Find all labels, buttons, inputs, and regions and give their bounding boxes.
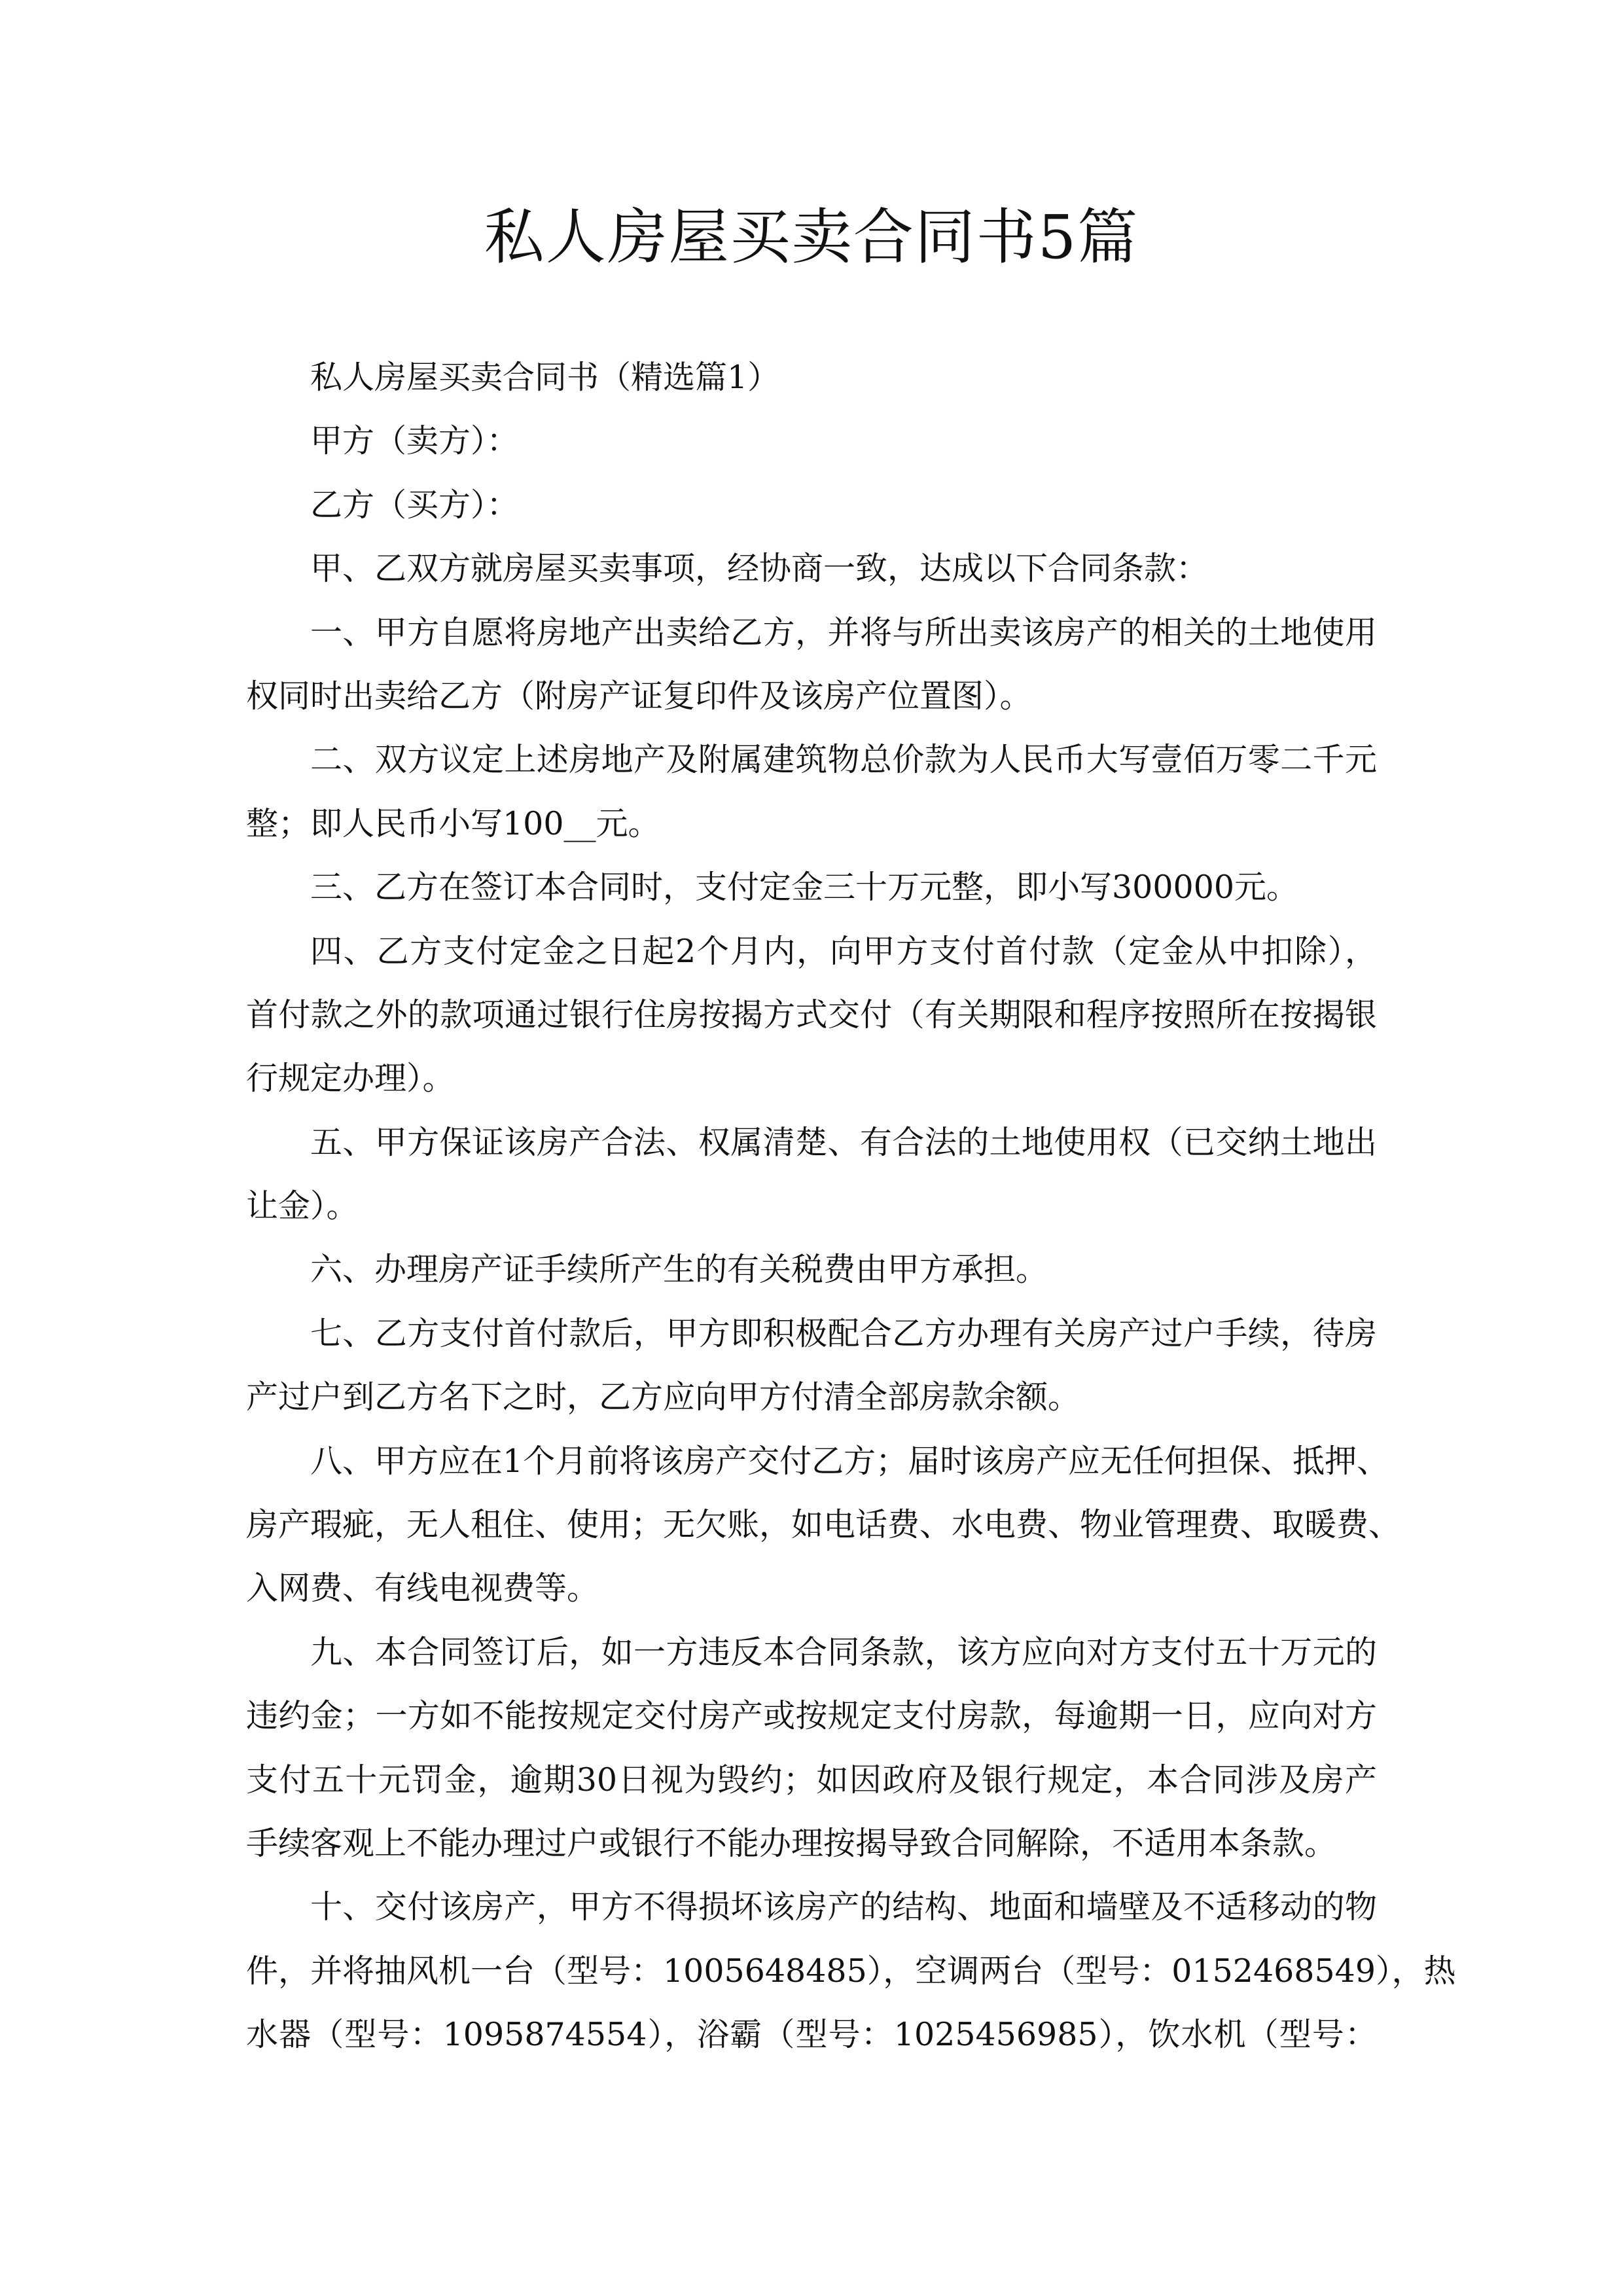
text-line: 甲、乙双方就房屋买卖事项，经协商一致，达成以下合同条款： xyxy=(310,550,1209,588)
text-line: 四、乙方支付定金之日起2个月内，向甲方支付首付款（定金从中扣除）， xyxy=(310,932,1377,970)
text-line: 首付款之外的款项通过银行住房按揭方式交付（有关期限和程序按照所在按揭银 xyxy=(246,996,1377,1033)
text-line: 七、乙方支付首付款后，甲方即积极配合乙方办理有关房产过户手续，待房 xyxy=(310,1314,1377,1352)
text-line: 行规定办理）。 xyxy=(246,1060,455,1098)
text-line: 支付五十元罚金，逾期30日视为毁约；如因政府及银行规定，本合同涉及房产 xyxy=(246,1761,1377,1799)
document-body xyxy=(246,346,1456,2067)
text-line: 十、交付该房产，甲方不得损坏该房产的结构、地面和墙壁及不适移动的物 xyxy=(310,1888,1377,1926)
paragraph xyxy=(246,920,1377,1111)
paragraph xyxy=(246,473,1377,537)
paragraph xyxy=(246,855,1377,919)
paragraph xyxy=(246,1111,1377,1238)
paragraph xyxy=(246,728,1377,855)
text-line: 入网费、有线电视费等。 xyxy=(246,1570,599,1607)
text-line: 权同时出卖给乙方（附房产证复印件及该房产位置图）。 xyxy=(246,677,1032,715)
text-line: 违约金；一方如不能按规定交付房产或按规定支付房款，每逾期一日，应向对方 xyxy=(246,1697,1377,1735)
paragraph xyxy=(246,537,1377,600)
text-line: 八、甲方应在1个月前将该房产交付乙方；届时该房产应无任何担保、抵押、 xyxy=(310,1442,1389,1480)
text-line: 手续客观上不能办理过户或银行不能办理按揭导致合同解除，不适用本条款。 xyxy=(246,1824,1337,1862)
paragraph xyxy=(246,1875,1456,2066)
paragraph xyxy=(246,601,1377,728)
paragraph xyxy=(246,346,1377,409)
paragraph xyxy=(246,409,1377,473)
paragraph xyxy=(246,1621,1377,1876)
text-line: 水器（型号：1095874554），浴霸（型号：1025456985），饮水机（型号： xyxy=(246,2016,1377,2054)
text-line: 私人房屋买卖合同书（精选篇1） xyxy=(310,359,780,396)
text-line: 二、双方议定上述房地产及附属建筑物总价款为人民币大写壹佰万零二千元 xyxy=(310,741,1377,779)
paragraph xyxy=(246,1429,1401,1621)
text-line: 五、甲方保证该房产合法、权属清楚、有合法的土地使用权（已交纳土地出 xyxy=(310,1123,1377,1161)
text-line: 整；即人民币小写100__元。 xyxy=(246,804,660,842)
text-line: 乙方（买方）： xyxy=(310,486,519,524)
text-line: 房产瑕疵，无人租住、使用；无欠账，如电话费、水电费、物业管理费、取暖费、 xyxy=(246,1506,1401,1544)
text-line: 三、乙方在签订本合同时，支付定金三十万元整，即小写300000元。 xyxy=(310,869,1299,906)
text-line: 让金）。 xyxy=(246,1187,359,1225)
text-line: 甲方（卖方）： xyxy=(310,422,519,460)
text-line: 九、本合同签订后，如一方违反本合同条款，该方应向对方支付五十万元的 xyxy=(310,1633,1377,1671)
text-line: 六、办理房产证手续所产生的有关税费由甲方承担。 xyxy=(310,1251,1048,1289)
text-line: 一、甲方自愿将房地产出卖给乙方，并将与所出卖该房产的相关的土地使用 xyxy=(310,613,1377,651)
text-line: 件，并将抽风机一台（型号：1005648485），空调两台（型号：0152468549），热 xyxy=(246,1952,1456,1990)
text-line: 产过户到乙方名下之时，乙方应向甲方付清全部房款余额。 xyxy=(246,1378,1080,1416)
paragraph xyxy=(246,1238,1377,1301)
document-title: 私人房屋买卖合同书5篇 xyxy=(484,202,1139,272)
paragraph xyxy=(246,1302,1377,1429)
